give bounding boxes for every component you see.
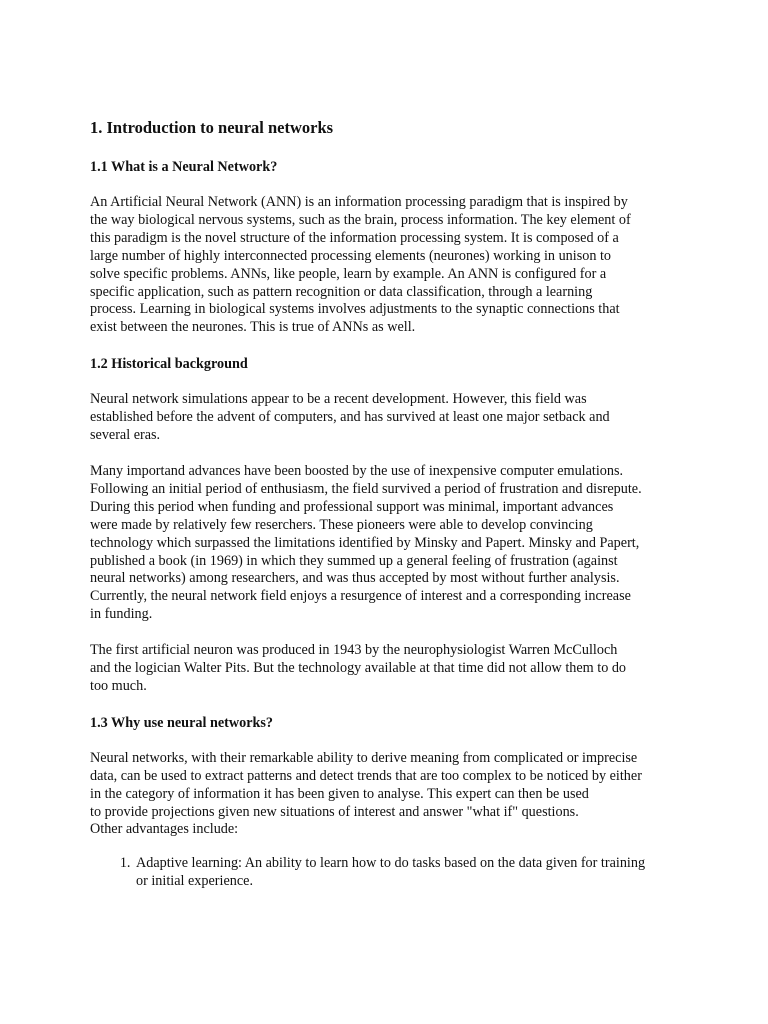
text-line: Many importand advances have been boosted by the use of inexpensive computer emulations. bbox=[90, 462, 624, 479]
advantages-list bbox=[90, 855, 680, 891]
text-line: solve specific problems. ANNs, like people, learn by example. An ANN is configured for a bbox=[90, 265, 607, 282]
text-line: or initial experience. bbox=[136, 873, 253, 890]
paragraph-why-use-nn bbox=[90, 750, 680, 840]
heading-why-use-nn: 1.3 Why use neural networks? bbox=[90, 714, 274, 731]
text-line: and the logician Walter Pits. But the technology available at that time did not allow them to do bbox=[90, 660, 627, 677]
text-line: The first artificial neuron was produced in 1943 by the neurophysiologist Warren McCulloch bbox=[90, 642, 618, 659]
paragraph-historical-2 bbox=[90, 463, 680, 624]
text-line: published a book (in 1969) in which they summed up a general feeling of frustration (against bbox=[90, 552, 618, 569]
text-line: During this period when funding and professional support was minimal, important advances bbox=[90, 498, 614, 515]
text-line: were made by relatively few reserchers. These pioneers were able to develop convincing bbox=[90, 516, 593, 533]
text-line: Currently, the neural network field enjoys a resurgence of interest and a corresponding increase bbox=[90, 588, 631, 605]
text-line: Neural networks, with their remarkable ability to derive meaning from complicated or imprecise bbox=[90, 749, 638, 766]
text-line: several eras. bbox=[90, 427, 161, 444]
paragraph-historical-3 bbox=[90, 642, 680, 696]
text-line: this paradigm is the novel structure of the information processing system. It is composed of a bbox=[90, 229, 619, 246]
text-line: data, can be used to extract patterns and detect trends that are too complex to be noticed by either bbox=[90, 767, 642, 784]
text-line: in funding. bbox=[90, 606, 153, 623]
text-line: the way biological nervous systems, such as the brain, process information. The key element of bbox=[90, 211, 631, 228]
heading-what-is-nn: 1.1 What is a Neural Network? bbox=[90, 159, 278, 175]
text-line: in the category of information it has been given to analyse. This expert can then be used bbox=[90, 785, 589, 802]
text-line: exist between the neurones. This is true of ANNs as well. bbox=[90, 319, 416, 336]
section-title: 1. Introduction to neural networks bbox=[90, 118, 334, 137]
text-line: large number of highly interconnected processing elements (neurones) working in unison to bbox=[90, 247, 611, 264]
text-line: Other advantages include: bbox=[90, 821, 239, 838]
text-line: established before the advent of computers, and has survived at least one major setback and bbox=[90, 409, 610, 426]
text-line: Following an initial period of enthusiasm, the field survived a period of frustration and disrepute. bbox=[90, 480, 642, 497]
document-content bbox=[90, 118, 680, 891]
heading-historical-background: 1.2 Historical background bbox=[90, 356, 248, 373]
text-line: neural networks) among researchers, and was thus accepted by most without further analysis. bbox=[90, 570, 620, 587]
text-line: An Artificial Neural Network (ANN) is an information processing paradigm that is inspired by bbox=[90, 194, 628, 210]
text-line: too much. bbox=[90, 677, 147, 694]
text-line: process. Learning in biological systems involves adjustments to the synaptic connections that bbox=[90, 301, 620, 318]
text-line: Neural network simulations appear to be a recent development. However, this field was bbox=[90, 391, 587, 408]
text-line: 1. Adaptive learning: An ability to learn how to do tasks based on the data given for training bbox=[136, 855, 646, 872]
text-line: specific application, such as pattern recognition or data classification, through a learning bbox=[90, 283, 593, 300]
list-item bbox=[134, 855, 680, 891]
paragraph-historical-1 bbox=[90, 391, 680, 445]
paragraph-what-is-nn bbox=[90, 194, 680, 337]
text-line: to provide projections given new situations of interest and answer "what if" questions. bbox=[90, 803, 579, 820]
text-line: technology which surpassed the limitations identified by Minsky and Papert. Minsky and Papert, bbox=[90, 534, 640, 551]
